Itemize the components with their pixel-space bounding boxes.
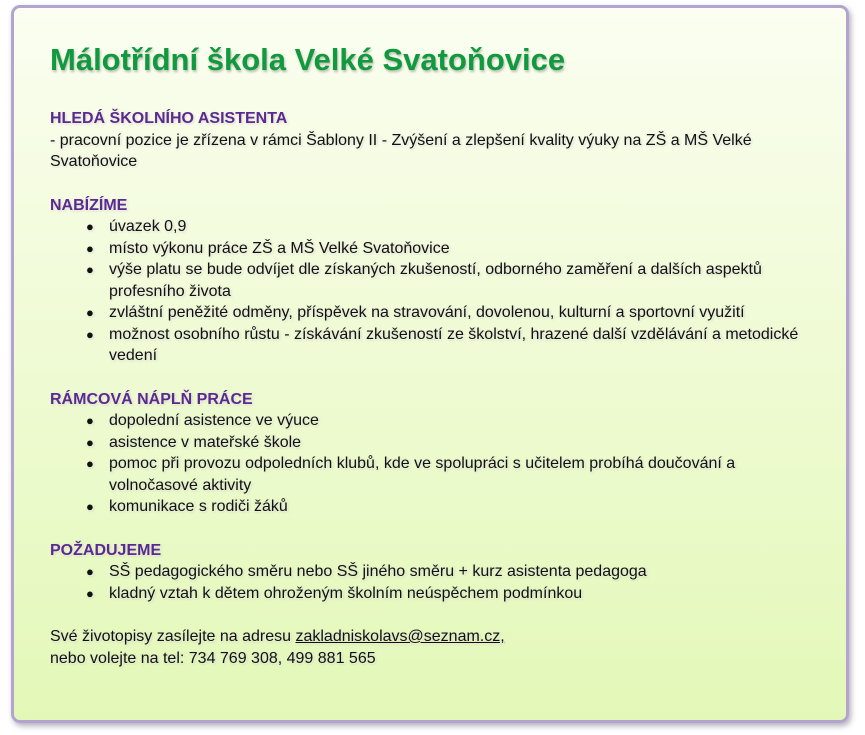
email-link[interactable]: zakladniskolavs@seznam.cz, [295,628,505,645]
intro-text: - pracovní pozice je zřízena v rámci Šablony II - Zvýšení a zlepšení kvality výuky na ZŠ a MŠ Velké Svatoňovice [50,131,752,170]
duties-list [50,410,820,518]
list-item-text: kladný vztah k dětem ohroženým školním neúspěchem podmínkou [109,584,583,602]
page-title: Málotřídní škola Velké Svatoňovice [50,42,566,77]
offer-section [50,195,820,367]
bullet-icon: ● [86,564,94,579]
list-item-text: dopolední asistence ve výuce [109,412,319,429]
contact-line-1 [50,626,820,648]
contact-line-2: nebo volejte na tel: 734 769 308, 499 881 565 [50,649,376,667]
list-item [50,324,820,367]
list-item-text: možnost osobního růstu - získávání zkušeností ze školství, hrazené další vzdělávání a metodické vedení [109,325,799,364]
intro-section [50,108,820,173]
list-item-text: úvazek 0,9 [109,218,187,235]
list-item-text: SŠ pedagogického směru nebo SŠ jiného směru + kurz asistenta pedagoga [109,563,647,580]
list-item-text: zvláštní peněžité odměny, příspěvek na stravování, dovolenou, kulturní a sportovní využití [109,304,745,321]
contact-section [50,626,820,669]
list-item-text: asistence v mateřské škole [109,433,302,451]
bullet-icon: ● [86,305,94,320]
list-item [50,302,820,324]
duties-section [50,389,820,518]
bullet-icon: ● [86,585,94,601]
bullet-icon: ● [86,456,94,471]
list-item-text: komunikace s rodiči žáků [109,498,288,515]
offer-heading: NABÍZÍME [50,196,128,214]
bullet-icon: ● [86,219,94,234]
offer-list [50,216,820,367]
list-item [50,496,820,518]
bullet-icon: ● [86,240,94,256]
intro-heading: HLEDÁ ŠKOLNÍHO ASISTENTA [50,110,288,127]
bullet-icon: ● [86,326,94,342]
list-item-text: pomoc při provozu odpoledních klubů, kde ve spolupráci s učitelem probíhá doučování a volnočasové aktivity [109,455,736,494]
contact-prefix: Své životopisy zasílejte na adresu [50,628,296,645]
bullet-icon: ● [86,434,94,450]
list-item-text: místo výkonu práce ZŠ a MŠ Velké Svatoňovice [109,239,450,257]
list-item [50,561,820,583]
list-item [50,583,820,605]
requirements-heading: POŽADUJEME [50,541,162,559]
requirements-list [50,561,820,604]
list-item [50,216,820,238]
list-item [50,432,820,454]
list-item [50,453,820,496]
bullet-icon: ● [86,413,94,428]
notice-content [50,40,820,669]
list-item [50,238,820,260]
bullet-icon: ● [86,262,94,277]
list-item [50,259,820,302]
notice-panel [11,5,849,723]
bullet-icon: ● [86,499,94,514]
list-item-text: výše platu se bude odvíjet dle získaných zkušeností, odborného zaměření a dalších aspektů profesního života [109,261,762,300]
list-item [50,410,820,432]
duties-heading: RÁMCOVÁ NÁPLŇ PRÁCE [50,390,253,408]
requirements-section [50,540,820,605]
